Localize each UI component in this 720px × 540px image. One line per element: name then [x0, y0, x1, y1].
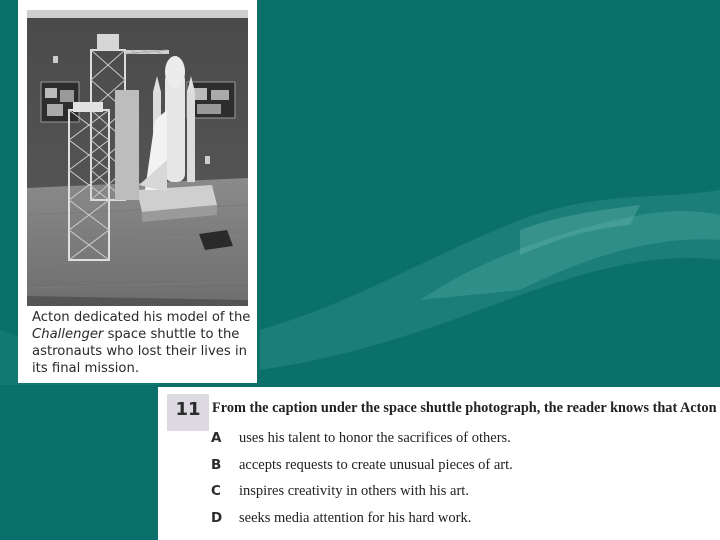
choice-text: inspires creativity in others with his art.	[239, 483, 469, 499]
choice-letter: D	[211, 510, 223, 526]
caption-line-2	[32, 326, 252, 343]
answer-choice-a[interactable]	[211, 430, 711, 450]
caption-line-1: Acton dedicated his model of the	[32, 310, 251, 325]
choice-text: seeks media attention for his hard work.	[239, 510, 472, 526]
shuttle-model-illustration	[27, 10, 248, 306]
choice-letter: B	[211, 457, 222, 473]
answer-choice-b[interactable]	[211, 457, 711, 477]
choice-letter: A	[211, 430, 222, 446]
question-stem: From the caption under the space shuttle photograph, the reader knows that Acton	[212, 400, 717, 416]
answer-choice-d[interactable]	[211, 510, 711, 530]
caption-italic-shuttle-name: Challenger	[32, 327, 104, 342]
caption-line-2-text: space shuttle to the	[107, 327, 240, 342]
shuttle-model-photo	[27, 10, 248, 306]
question-number-box	[167, 394, 209, 431]
question-number: 11	[175, 399, 201, 420]
caption-line-4: its final mission.	[32, 361, 140, 376]
question-panel	[158, 387, 720, 540]
answer-choice-c[interactable]	[211, 483, 711, 503]
photo-card	[18, 0, 257, 383]
choice-letter: C	[211, 483, 221, 499]
choice-text: uses his talent to honor the sacrifices of others.	[239, 430, 511, 446]
choice-text: accepts requests to create unusual pieces of art.	[239, 457, 513, 473]
caption-line-3: astronauts who lost their lives in	[32, 344, 247, 359]
photo-caption	[32, 309, 252, 377]
